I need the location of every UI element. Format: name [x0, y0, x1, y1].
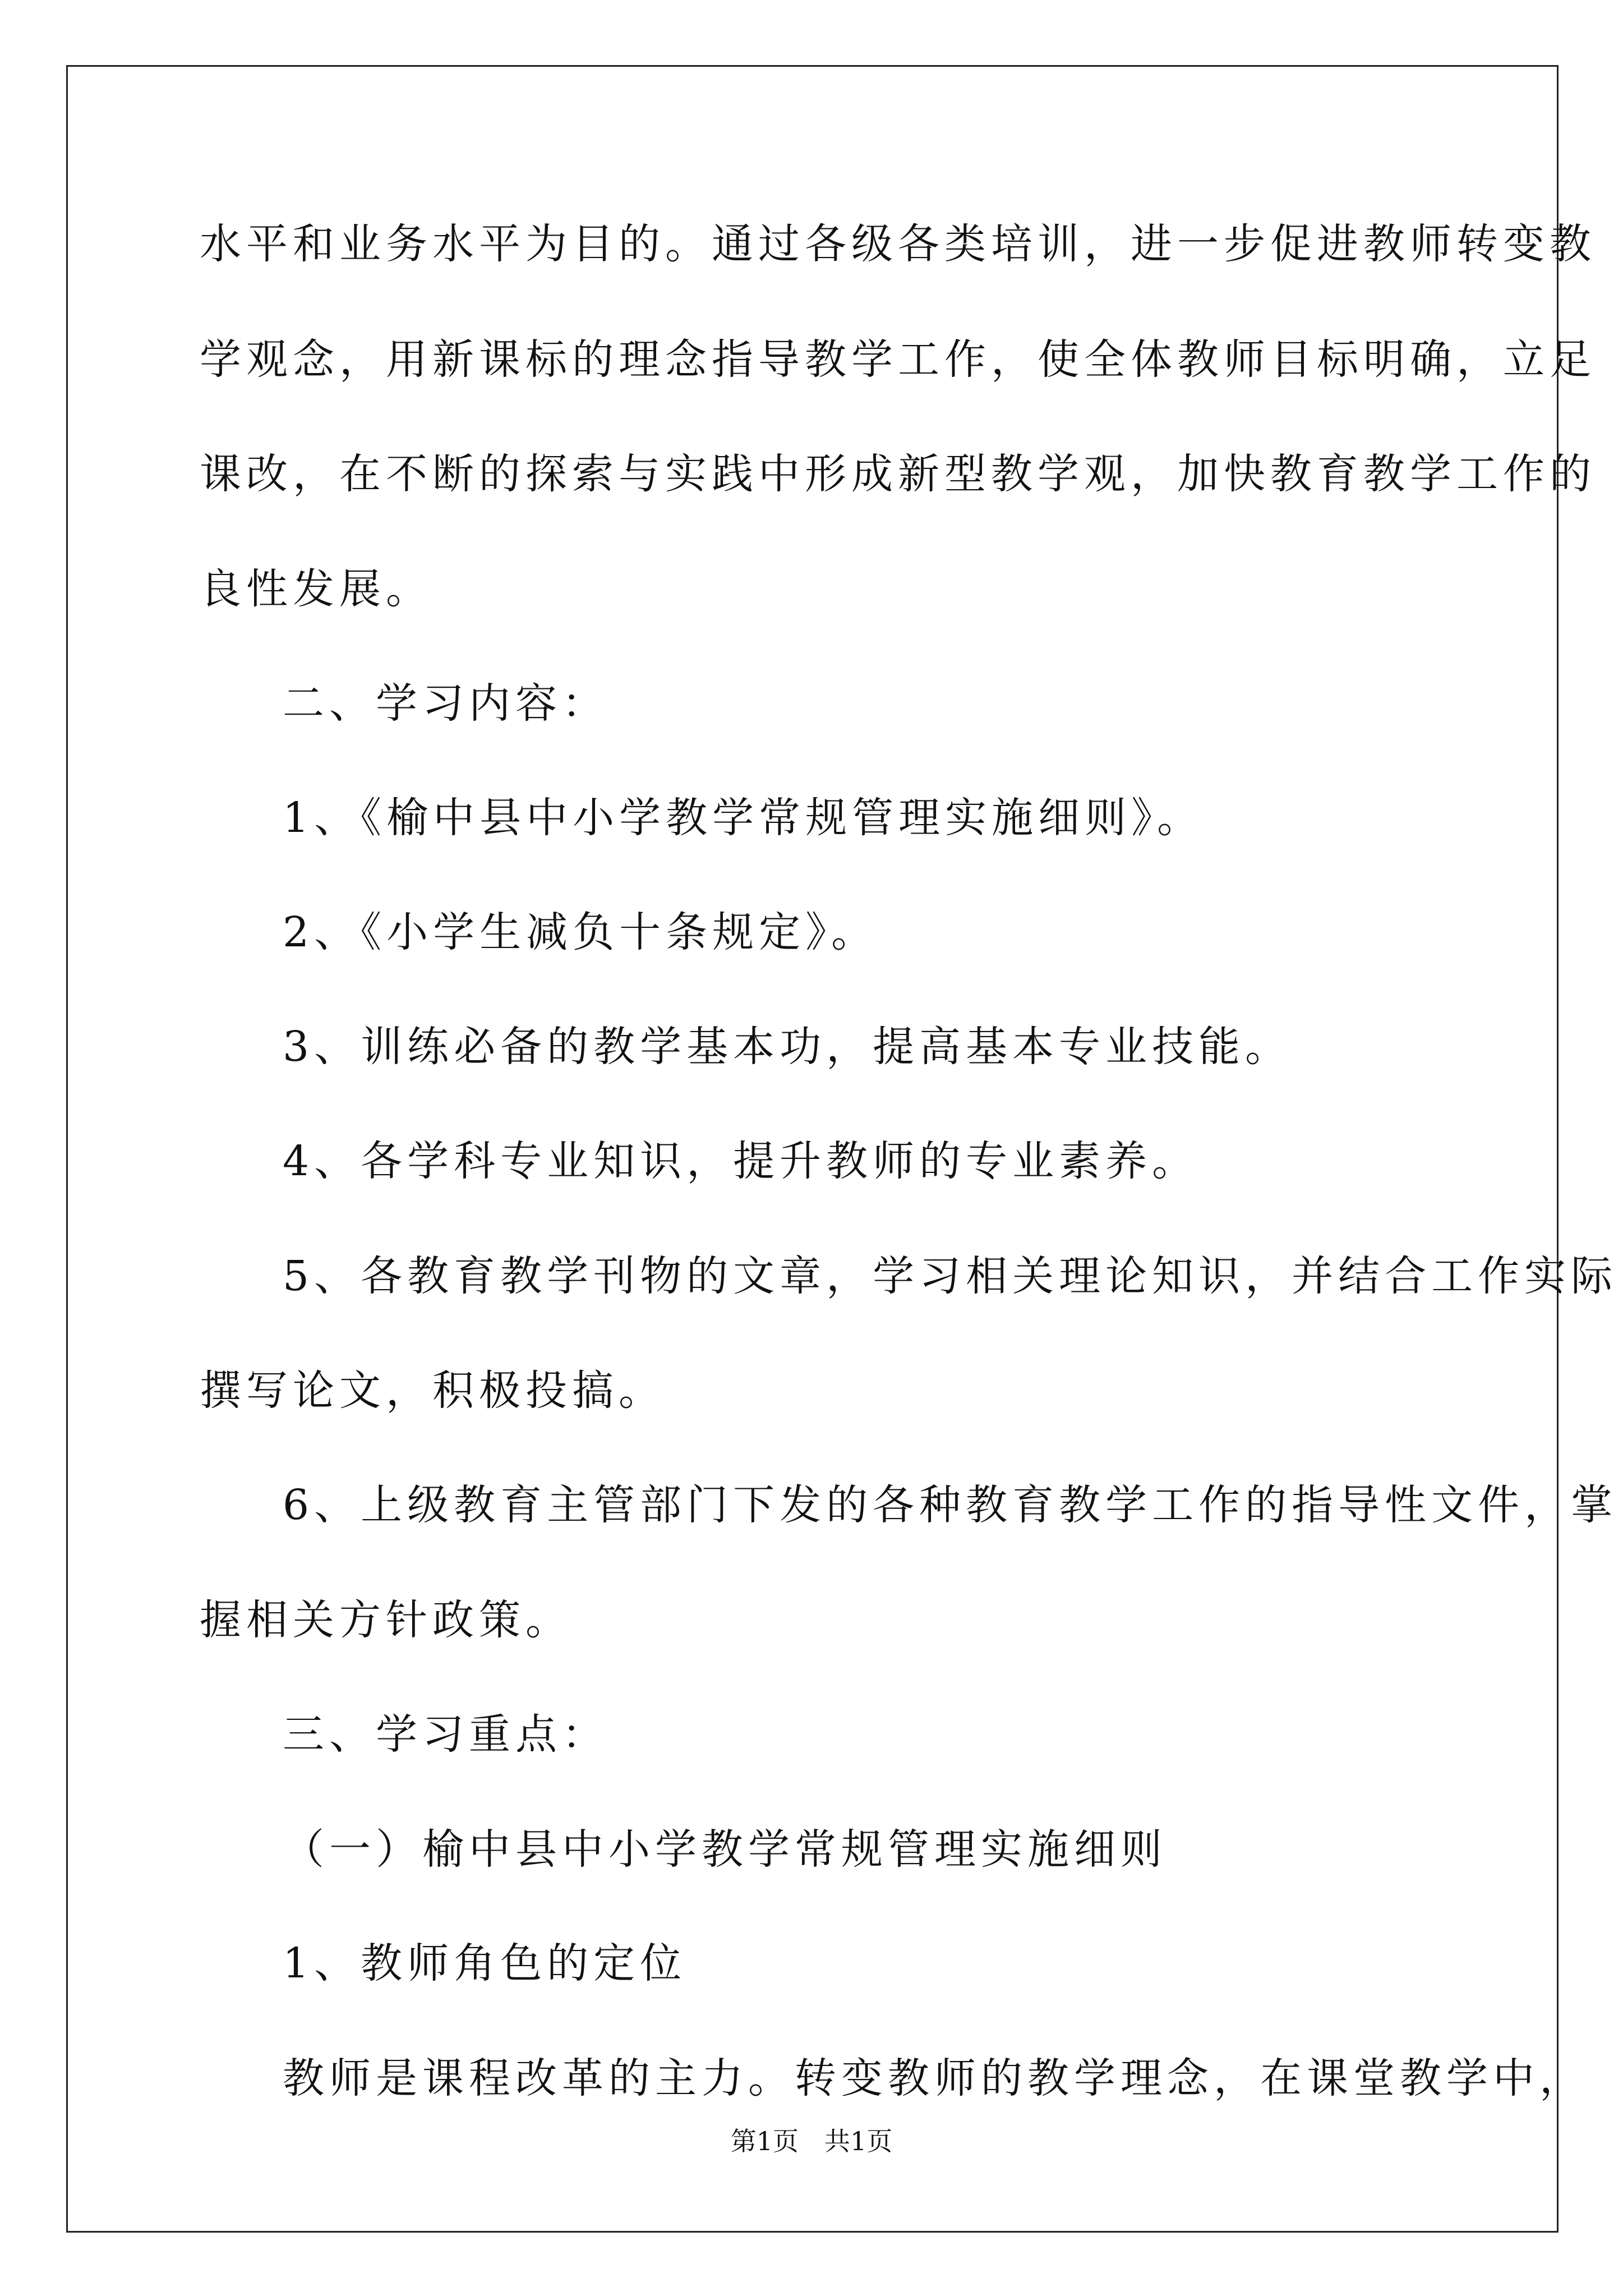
list-item-continuation: 撰写论文，积极投搞。 — [200, 1366, 665, 1415]
section-heading: 二、学习内容： — [283, 679, 608, 728]
paragraph-line: 课改，在不断的探索与实践中形成新型教学观，加快教育教学工作的 — [200, 450, 1596, 498]
list-item: 4、各学科专业知识，提升教师的专业素养。 — [283, 1137, 1199, 1185]
list-item: 2、《小学生减负十条规定》。 — [283, 908, 878, 956]
paragraph-line: 良性发展。 — [200, 565, 432, 613]
page-number: 第1页 共1页 — [730, 2126, 893, 2156]
subsection-heading: （一）榆中县中小学教学常规管理实施细则 — [283, 1825, 1167, 1874]
paragraph-line: 教师是课程改革的主力。转变教师的教学理念，在课堂教学中， — [283, 2054, 1586, 2102]
list-item: 1、《榆中县中小学教学常规管理实施细则》。 — [283, 794, 1204, 842]
list-item: 3、训练必备的教学基本功，提高基本专业技能。 — [283, 1023, 1292, 1071]
paragraph-line: 学观念，用新课标的理念指导教学工作，使全体教师目标明确，立足 — [200, 335, 1596, 384]
list-item: 5、各教育教学刊物的文章，学习相关理论知识，并结合工作实际 — [283, 1252, 1618, 1300]
list-item: 6、上级教育主管部门下发的各种教育教学工作的指导性文件，掌 — [283, 1481, 1618, 1529]
subsection-item: 1、教师角色的定位 — [283, 1939, 687, 1987]
paragraph-line: 水平和业务水平为目的。通过各级各类培训，进一步促进教师转变教 — [200, 220, 1596, 268]
section-heading: 三、学习重点： — [283, 1710, 608, 1759]
list-item-continuation: 握相关方针政策。 — [200, 1596, 572, 1644]
